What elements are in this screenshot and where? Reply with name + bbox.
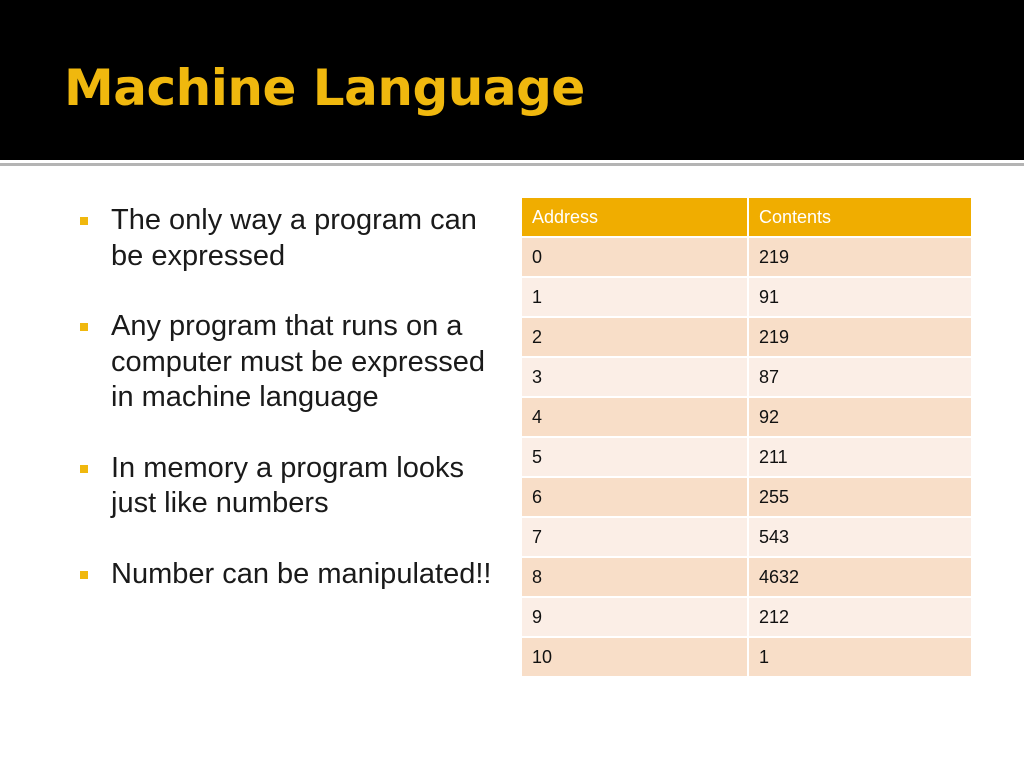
column-header-contents: Contents bbox=[748, 197, 972, 237]
table-row bbox=[521, 597, 972, 637]
title-bar bbox=[0, 0, 1024, 160]
contents-cell: 219 bbox=[748, 317, 972, 357]
memory-table bbox=[520, 196, 973, 678]
memory-table-header bbox=[521, 197, 972, 237]
bullet-text: Any program that runs on a computer must be expressed in machine language bbox=[111, 310, 485, 413]
contents-cell: 211 bbox=[748, 437, 972, 477]
bullet-item bbox=[78, 309, 498, 416]
column-header-address: Address bbox=[521, 197, 748, 237]
memory-table-body bbox=[521, 237, 972, 677]
address-cell: 9 bbox=[521, 597, 748, 637]
address-cell: 5 bbox=[521, 437, 748, 477]
address-cell: 2 bbox=[521, 317, 748, 357]
title-divider bbox=[0, 163, 1024, 166]
table-row bbox=[521, 477, 972, 517]
slide-title: Machine Language bbox=[64, 59, 585, 117]
bullet-list bbox=[78, 203, 498, 627]
bullet-item bbox=[78, 451, 498, 522]
contents-cell: 219 bbox=[748, 237, 972, 277]
bullet-text: The only way a program can be expressed bbox=[111, 204, 477, 272]
address-cell: 3 bbox=[521, 357, 748, 397]
contents-cell: 4632 bbox=[748, 557, 972, 597]
bullet-square-icon bbox=[80, 465, 88, 473]
contents-cell: 543 bbox=[748, 517, 972, 557]
contents-cell: 212 bbox=[748, 597, 972, 637]
address-cell: 8 bbox=[521, 557, 748, 597]
bullet-square-icon bbox=[80, 323, 88, 331]
bullet-item bbox=[78, 557, 498, 593]
address-cell: 4 bbox=[521, 397, 748, 437]
table-row bbox=[521, 517, 972, 557]
table-row bbox=[521, 277, 972, 317]
table-row bbox=[521, 357, 972, 397]
table-row bbox=[521, 397, 972, 437]
contents-cell: 91 bbox=[748, 277, 972, 317]
bullet-text: In memory a program looks just like numbers bbox=[111, 451, 464, 519]
table-row bbox=[521, 637, 972, 677]
address-cell: 6 bbox=[521, 477, 748, 517]
contents-cell: 1 bbox=[748, 637, 972, 677]
contents-cell: 87 bbox=[748, 357, 972, 397]
table-row bbox=[521, 237, 972, 277]
table-row bbox=[521, 317, 972, 357]
bullet-square-icon bbox=[80, 571, 88, 579]
bullet-item bbox=[78, 203, 498, 274]
contents-cell: 92 bbox=[748, 397, 972, 437]
address-cell: 10 bbox=[521, 637, 748, 677]
contents-cell: 255 bbox=[748, 477, 972, 517]
table-row bbox=[521, 557, 972, 597]
bullet-text: Number can be manipulated!! bbox=[111, 557, 492, 590]
table-header-row bbox=[521, 197, 972, 237]
address-cell: 0 bbox=[521, 237, 748, 277]
address-cell: 7 bbox=[521, 517, 748, 557]
address-cell: 1 bbox=[521, 277, 748, 317]
table-row bbox=[521, 437, 972, 477]
bullet-square-icon bbox=[80, 217, 88, 225]
